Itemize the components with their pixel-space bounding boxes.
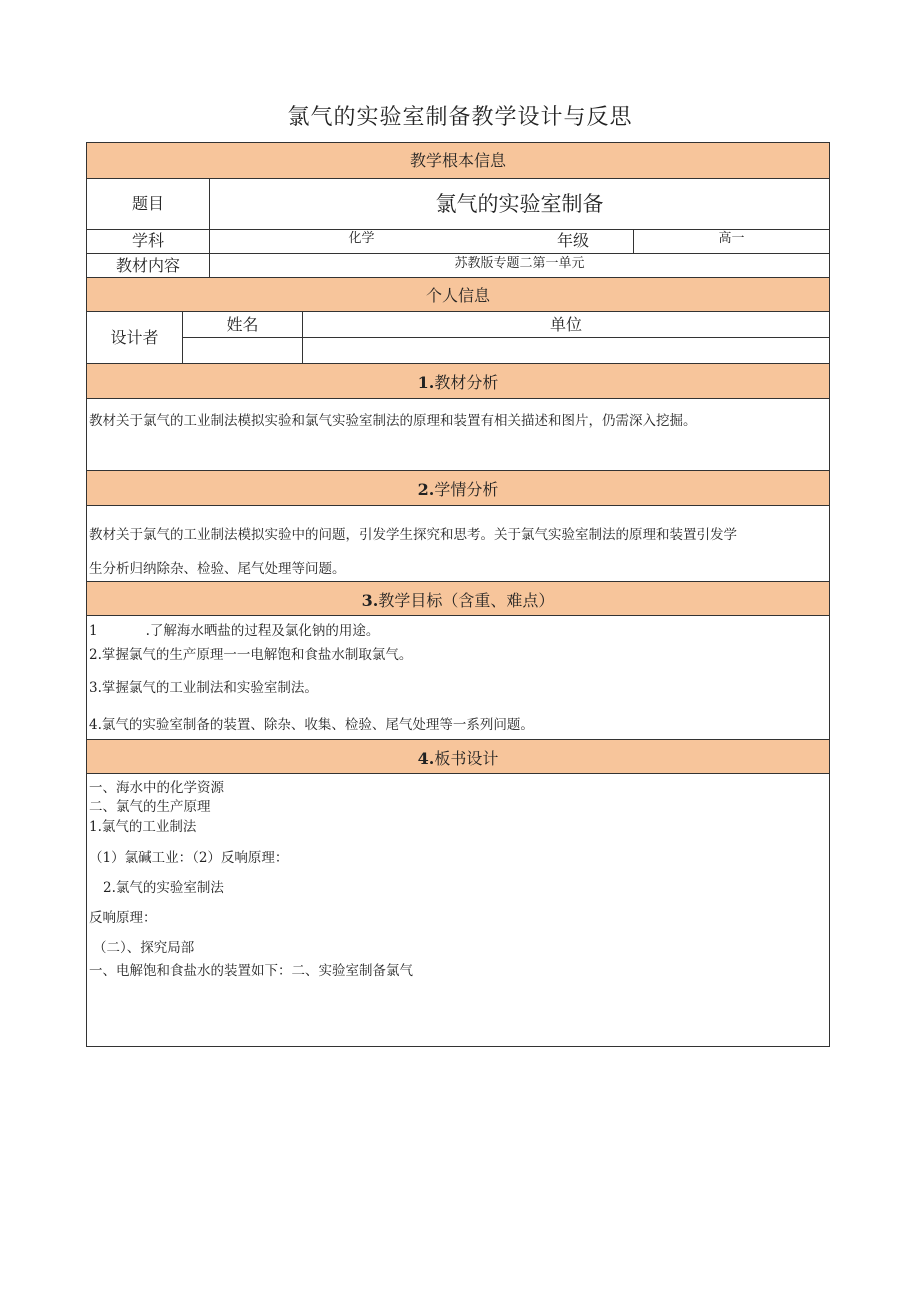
section-1-number: 1. [417,373,435,392]
content-label: 教材内容 [115,256,180,275]
subject-label: 学科 [131,231,164,250]
name-value [183,338,302,363]
board-line: （二）、探究局部 [93,940,195,956]
grade-value: 高一 [718,231,745,246]
unit-value [303,338,829,363]
board-line: 一、电解饱和食盐水的装置如下：二、实验室制备氯气 [89,963,413,979]
goal-item-1 [89,619,379,639]
section-3-header [87,581,829,616]
board-line: 二、氯气的生产原理 [89,799,211,815]
grade-label: 年级 [556,231,589,250]
section-1-line: 教材关于氯气的工业制法模拟实验和氯气实验室制法的原理和装置有相关描述和图片，仍需深入挖掘。 [89,413,697,429]
topic-value: 氯气的实验室制备 [435,192,604,216]
name-label: 姓名 [226,315,259,334]
board-line: 2.氯气的实验室制法 [103,880,224,896]
goal-item-2: 2.掌握氯气的生产原理一一电解饱和食盐水制取氯气。 [89,647,413,663]
section-4-title: 板书设计 [434,749,499,768]
basic-info-header: 教学根本信息 [87,143,829,179]
board-line: 1.氯气的工业制法 [89,819,197,835]
section-1-header [87,363,829,399]
goal-item-4: 4.氯气的实验室制备的装置、除杂、收集、检验、尾气处理等一系列问题。 [89,717,534,733]
board-line: 一、海水中的化学资源 [89,780,224,796]
section-2-number: 2. [417,480,435,499]
section-2-title: 学情分析 [434,480,499,499]
designer-label: 设计者 [110,328,159,347]
personal-info-header: 个人信息 [87,277,829,312]
section-2-header [87,470,829,506]
section-2-line: 生分析归纳除杂、检验、尾气处理等问题。 [89,561,346,577]
goal-item-1-number: 1 [89,623,98,639]
board-line: （1）氯碱工业：（2）反响原理： [89,850,289,866]
goal-item-1-text: .了解海水晒盐的过程及氯化钠的用途。 [145,623,380,639]
subject-value: 化学 [348,231,375,246]
section-3-number: 3. [361,591,379,610]
goal-item-3: 3.掌握氯气的工业制法和实验室制法。 [89,680,318,696]
topic-label: 题目 [131,194,164,213]
unit-label: 单位 [549,315,582,334]
document-title: 氯气的实验室制备教学设计与反思 [287,105,633,130]
section-2-line: 教材关于氯气的工业制法模拟实验中的问题，引发学生探究和思考。关于氯气实验室制法的原理和装置引发学 [89,527,737,543]
content-value: 苏教版专题二第一单元 [454,256,585,271]
section-4-header [87,739,829,774]
board-line: 反响原理： [89,910,157,926]
section-4-number: 4. [417,749,435,768]
section-1-title: 教材分析 [434,373,499,392]
lesson-plan-table [86,142,830,1047]
section-3-title: 教学目标（含重、难点） [378,591,555,610]
